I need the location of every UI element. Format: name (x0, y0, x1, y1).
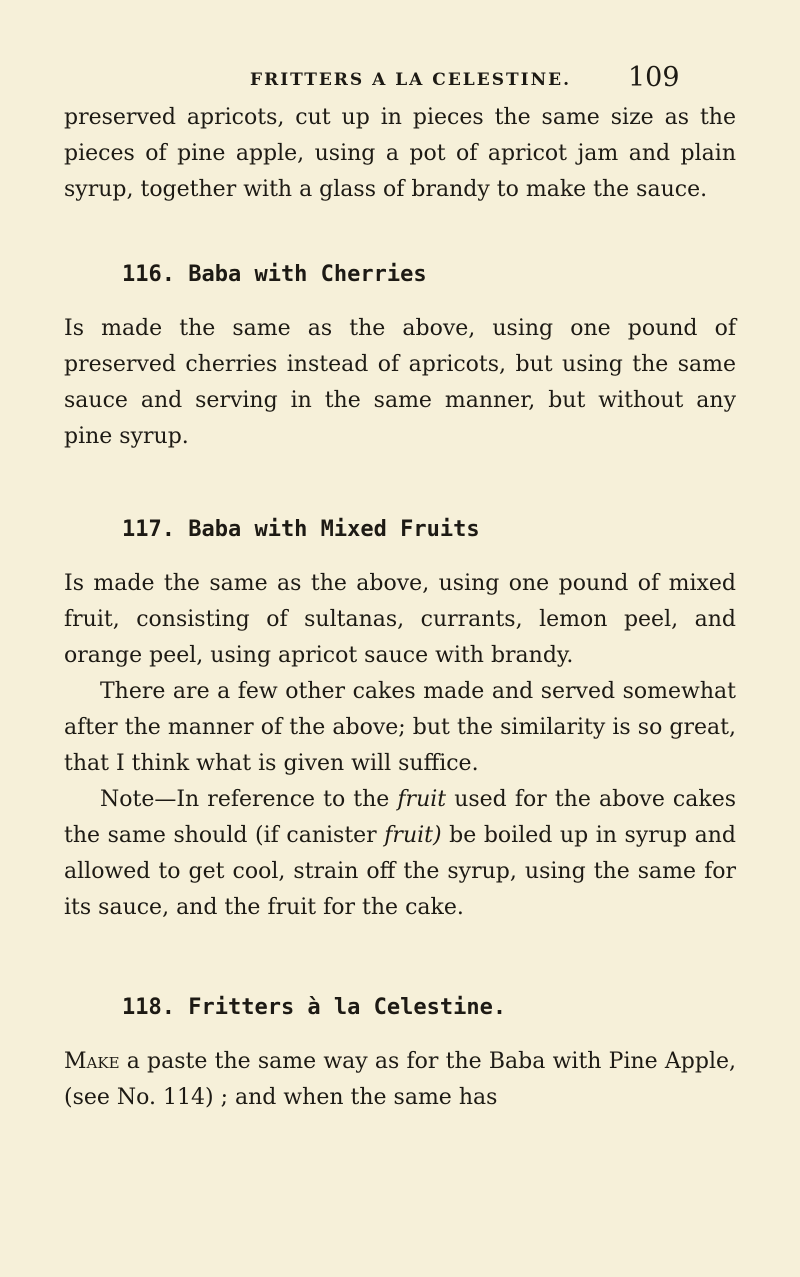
running-title: FRITTERS A LA CELESTINE. (250, 70, 571, 90)
recipe-116-heading: 116. Baba with Cherries (122, 262, 427, 287)
recipe-117-note (64, 782, 736, 926)
page-body (64, 100, 736, 1116)
recipe-117-heading: 117. Baba with Mixed Fruits (122, 517, 480, 542)
recipe-117-body: Is made the same as the above, using one pound of mixed fruit, consisting of sultanas, currants, lemon peel, and orange peel, using apricot sauce with brandy. (64, 571, 736, 668)
recipe-118-heading: 118. Fritters à la Celestine. (122, 995, 507, 1020)
intro-paragraph: preserved apricots, cut up in pieces the same size as the pieces of pine apple, using a pot of apricot jam and plain syrup, together with a glass of brandy to make the sauce. (64, 105, 736, 202)
recipe-118-body (64, 1044, 736, 1116)
recipe-117-extra: There are a few other cakes made and served somewhat after the manner of the above; but the similarity is so great, that I think what is given will suffice. (64, 679, 736, 776)
recipe-118-first-word: Make (64, 1049, 120, 1074)
note-text-c: be boiled up in syrup and allowed to get cool, strain off the syrup, using the same for its sauce, and the fruit for the cake. (64, 823, 736, 920)
running-head (0, 62, 800, 98)
page-number: 109 (628, 62, 680, 93)
note-text-b: used for the above cakes the same should (if canister (64, 787, 736, 848)
note-fruit-italic: fruit (397, 787, 447, 812)
recipe-118-text: a paste the same way as for the Baba with Pine Apple, (see No. 114) ; and when the same has (64, 1049, 736, 1110)
note-fruit-italic-2: fruit) (384, 823, 442, 848)
note-text-a: Note—In reference to the (100, 787, 398, 812)
recipe-116-body: Is made the same as the above, using one pound of preserved cherries instead of apricots, but using the same sauce and serving in the same manner, but without any pine syrup. (64, 316, 736, 449)
